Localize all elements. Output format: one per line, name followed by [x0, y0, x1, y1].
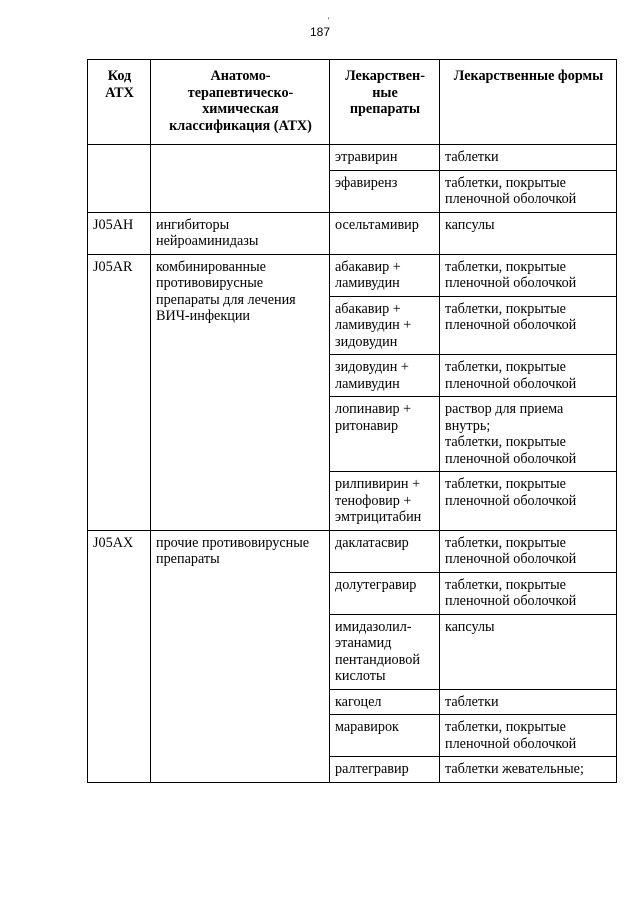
classification-cell: комбинированные противовирусные препараты для лечения ВИЧ-инфекции	[151, 254, 330, 530]
dosage-form-cell: капсулы	[440, 212, 617, 254]
atc-code-cell: J05AH	[88, 212, 151, 254]
drug-name-cell: зидовудин + ламивудин	[330, 355, 440, 397]
drug-name-cell: кагоцел	[330, 689, 440, 715]
header-drugs: Лекарствен- ные препараты	[330, 60, 440, 145]
drug-name-cell: рилпивирин + тенофовир + эмтрицитабин	[330, 472, 440, 531]
classification-cell	[151, 145, 330, 213]
drug-name-cell: осельтамивир	[330, 212, 440, 254]
table-header-row	[88, 60, 617, 145]
classification-cell: ингибиторы нейроаминидазы	[151, 212, 330, 254]
table-row	[88, 212, 617, 254]
drug-name-cell: абакавир + ламивудин + зидовудин	[330, 296, 440, 355]
drug-name-cell: даклатасвир	[330, 530, 440, 572]
drug-name-cell: абакавир + ламивудин	[330, 254, 440, 296]
drug-name-cell: эфавиренз	[330, 170, 440, 212]
atc-code-cell	[88, 145, 151, 213]
dosage-form-cell: таблетки, покрытые пленочной оболочкой	[440, 170, 617, 212]
table-row	[88, 530, 617, 572]
drug-name-cell: долутегравир	[330, 572, 440, 614]
dosage-form-cell: таблетки, покрытые пленочной оболочкой	[440, 715, 617, 757]
drug-name-cell: маравирок	[330, 715, 440, 757]
table-row	[88, 254, 617, 296]
table-row	[88, 145, 617, 171]
atc-code-cell: J05AR	[88, 254, 151, 530]
drug-name-cell: лопинавир + ритонавир	[330, 397, 440, 472]
header-atc-classification: Анатомо- терапевтическо- химическая классификация (АТХ)	[151, 60, 330, 145]
dosage-form-cell: таблетки жевательные;	[440, 757, 617, 783]
dosage-form-cell: капсулы	[440, 614, 617, 689]
header-atc-code: Код АТХ	[88, 60, 151, 145]
dosage-form-cell: таблетки, покрытые пленочной оболочкой	[440, 472, 617, 531]
dosage-form-cell: раствор для приема внутрь; таблетки, покрытые пленочной оболочкой	[440, 397, 617, 472]
drug-name-cell: ралтегравир	[330, 757, 440, 783]
dosage-form-cell: таблетки	[440, 145, 617, 171]
dosage-form-cell: таблетки, покрытые пленочной оболочкой	[440, 296, 617, 355]
dosage-form-cell: таблетки, покрытые пленочной оболочкой	[440, 530, 617, 572]
classification-cell: прочие противовирусные препараты	[151, 530, 330, 782]
header-dosage-forms: Лекарственные формы	[440, 60, 617, 145]
atc-drug-table	[87, 59, 617, 783]
drug-name-cell: этравирин	[330, 145, 440, 171]
dosage-form-cell: таблетки, покрытые пленочной оболочкой	[440, 254, 617, 296]
dosage-form-cell: таблетки	[440, 689, 617, 715]
atc-code-cell: J05AX	[88, 530, 151, 782]
page-number: 187	[309, 25, 331, 39]
dosage-form-cell: таблетки, покрытые пленочной оболочкой	[440, 572, 617, 614]
dosage-form-cell: таблетки, покрытые пленочной оболочкой	[440, 355, 617, 397]
drug-name-cell: имидазолил- этанамид пентандиовой кислоты	[330, 614, 440, 689]
tick-mark: '	[328, 16, 330, 25]
